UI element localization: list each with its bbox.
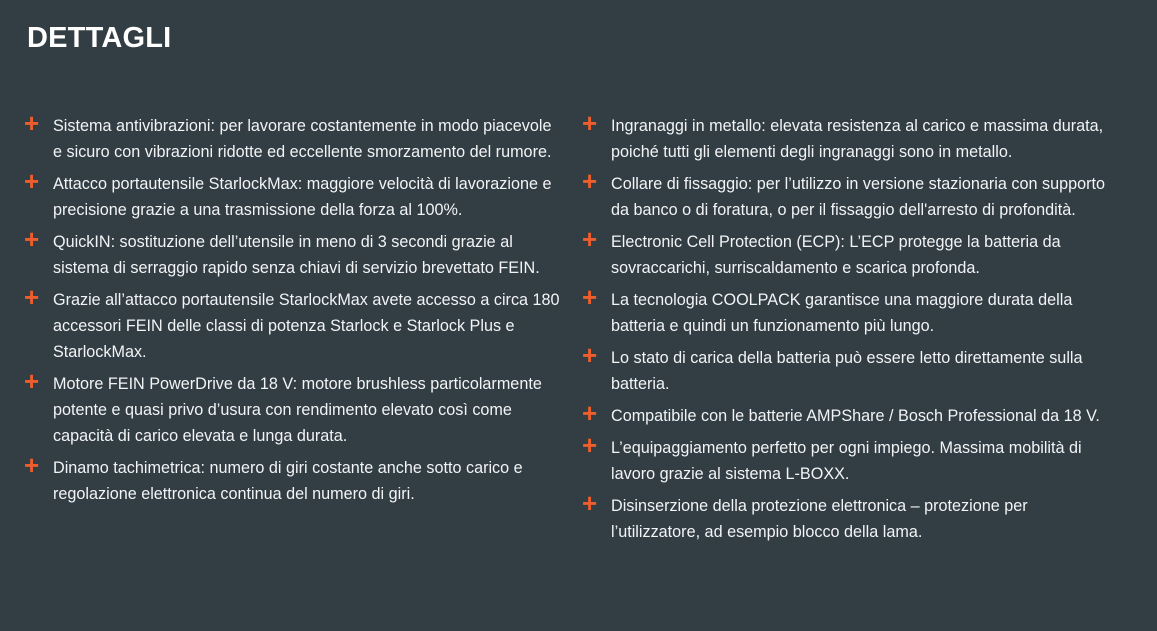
plus-icon: +: [582, 108, 598, 138]
plus-icon: +: [582, 430, 598, 460]
plus-icon: +: [24, 224, 40, 254]
details-list-left: [24, 108, 562, 551]
plus-icon: +: [24, 450, 40, 480]
list-item: [24, 450, 562, 507]
section-title: DETTAGLI: [27, 22, 172, 54]
plus-icon: +: [582, 340, 598, 370]
list-item: [582, 398, 1117, 429]
plus-icon: +: [24, 108, 40, 138]
list-item: [24, 366, 562, 449]
list-item: [582, 430, 1117, 487]
list-item: [582, 224, 1117, 281]
item-text: La tecnologia COOLPACK garantisce una maggiore durata della batteria e quindi un funzionamento più lungo.: [611, 291, 1073, 335]
details-columns: [24, 108, 1144, 551]
item-text: Compatibile con le batterie AMPShare / Bosch Professional da 18 V.: [611, 407, 1100, 425]
plus-icon: +: [582, 224, 598, 254]
item-text: Ingranaggi in metallo: elevata resistenza al carico e massima durata, poiché tutti gli elementi degli ingranaggi sono in metallo.: [611, 117, 1104, 161]
list-item: [582, 282, 1117, 339]
details-list-right: [582, 108, 1117, 551]
list-item: [582, 108, 1117, 165]
plus-icon: +: [24, 282, 40, 312]
plus-icon: +: [582, 166, 598, 196]
list-item: [24, 166, 562, 223]
list-item: [24, 224, 562, 281]
list-item: [24, 108, 562, 165]
item-text: Grazie all’attacco portautensile StarlockMax avete accesso a circa 180 accessori FEIN delle classi di potenza Starlock e Starlock Plus e StarlockMax.: [53, 291, 560, 361]
item-text: Disinserzione della protezione elettronica – protezione per l’utilizzatore, ad esempio blocco della lama.: [611, 497, 1028, 541]
plus-icon: +: [24, 366, 40, 396]
item-text: Collare di fissaggio: per l’utilizzo in versione stazionaria con supporto da banco o di foratura, o per il fissaggio dell'arresto di profondità.: [611, 175, 1105, 219]
item-text: Electronic Cell Protection (ECP): L’ECP protegge la batteria da sovraccarichi, surriscaldamento e scarica profonda.: [611, 233, 1061, 277]
item-text: Motore FEIN PowerDrive da 18 V: motore brushless particolarmente potente e quasi privo d’usura con rendimento elevato così come capacità di carico elevata e lunga durata.: [53, 375, 542, 445]
list-item: [24, 282, 562, 365]
list-item: [582, 488, 1117, 545]
item-text: L’equipaggiamento perfetto per ogni impiego. Massima mobilità di lavoro grazie al sistema L-BOXX.: [611, 439, 1082, 483]
list-item: [582, 340, 1117, 397]
plus-icon: +: [582, 282, 598, 312]
plus-icon: +: [582, 398, 598, 428]
item-text: QuickIN: sostituzione dell’utensile in meno di 3 secondi grazie al sistema di serraggio rapido senza chiavi di servizio brevettato FEIN.: [53, 233, 540, 277]
plus-icon: +: [582, 488, 598, 518]
list-item: [582, 166, 1117, 223]
item-text: Attacco portautensile StarlockMax: maggiore velocità di lavorazione e precisione grazie a una trasmissione della forza al 100%.: [53, 175, 552, 219]
item-text: Sistema antivibrazioni: per lavorare costantemente in modo piacevole e sicuro con vibrazioni ridotte ed eccellente smorzamento del rumore.: [53, 117, 552, 161]
plus-icon: +: [24, 166, 40, 196]
item-text: Dinamo tachimetrica: numero di giri costante anche sotto carico e regolazione elettronica continua del numero di giri.: [53, 459, 523, 503]
item-text: Lo stato di carica della batteria può essere letto direttamente sulla batteria.: [611, 349, 1083, 393]
